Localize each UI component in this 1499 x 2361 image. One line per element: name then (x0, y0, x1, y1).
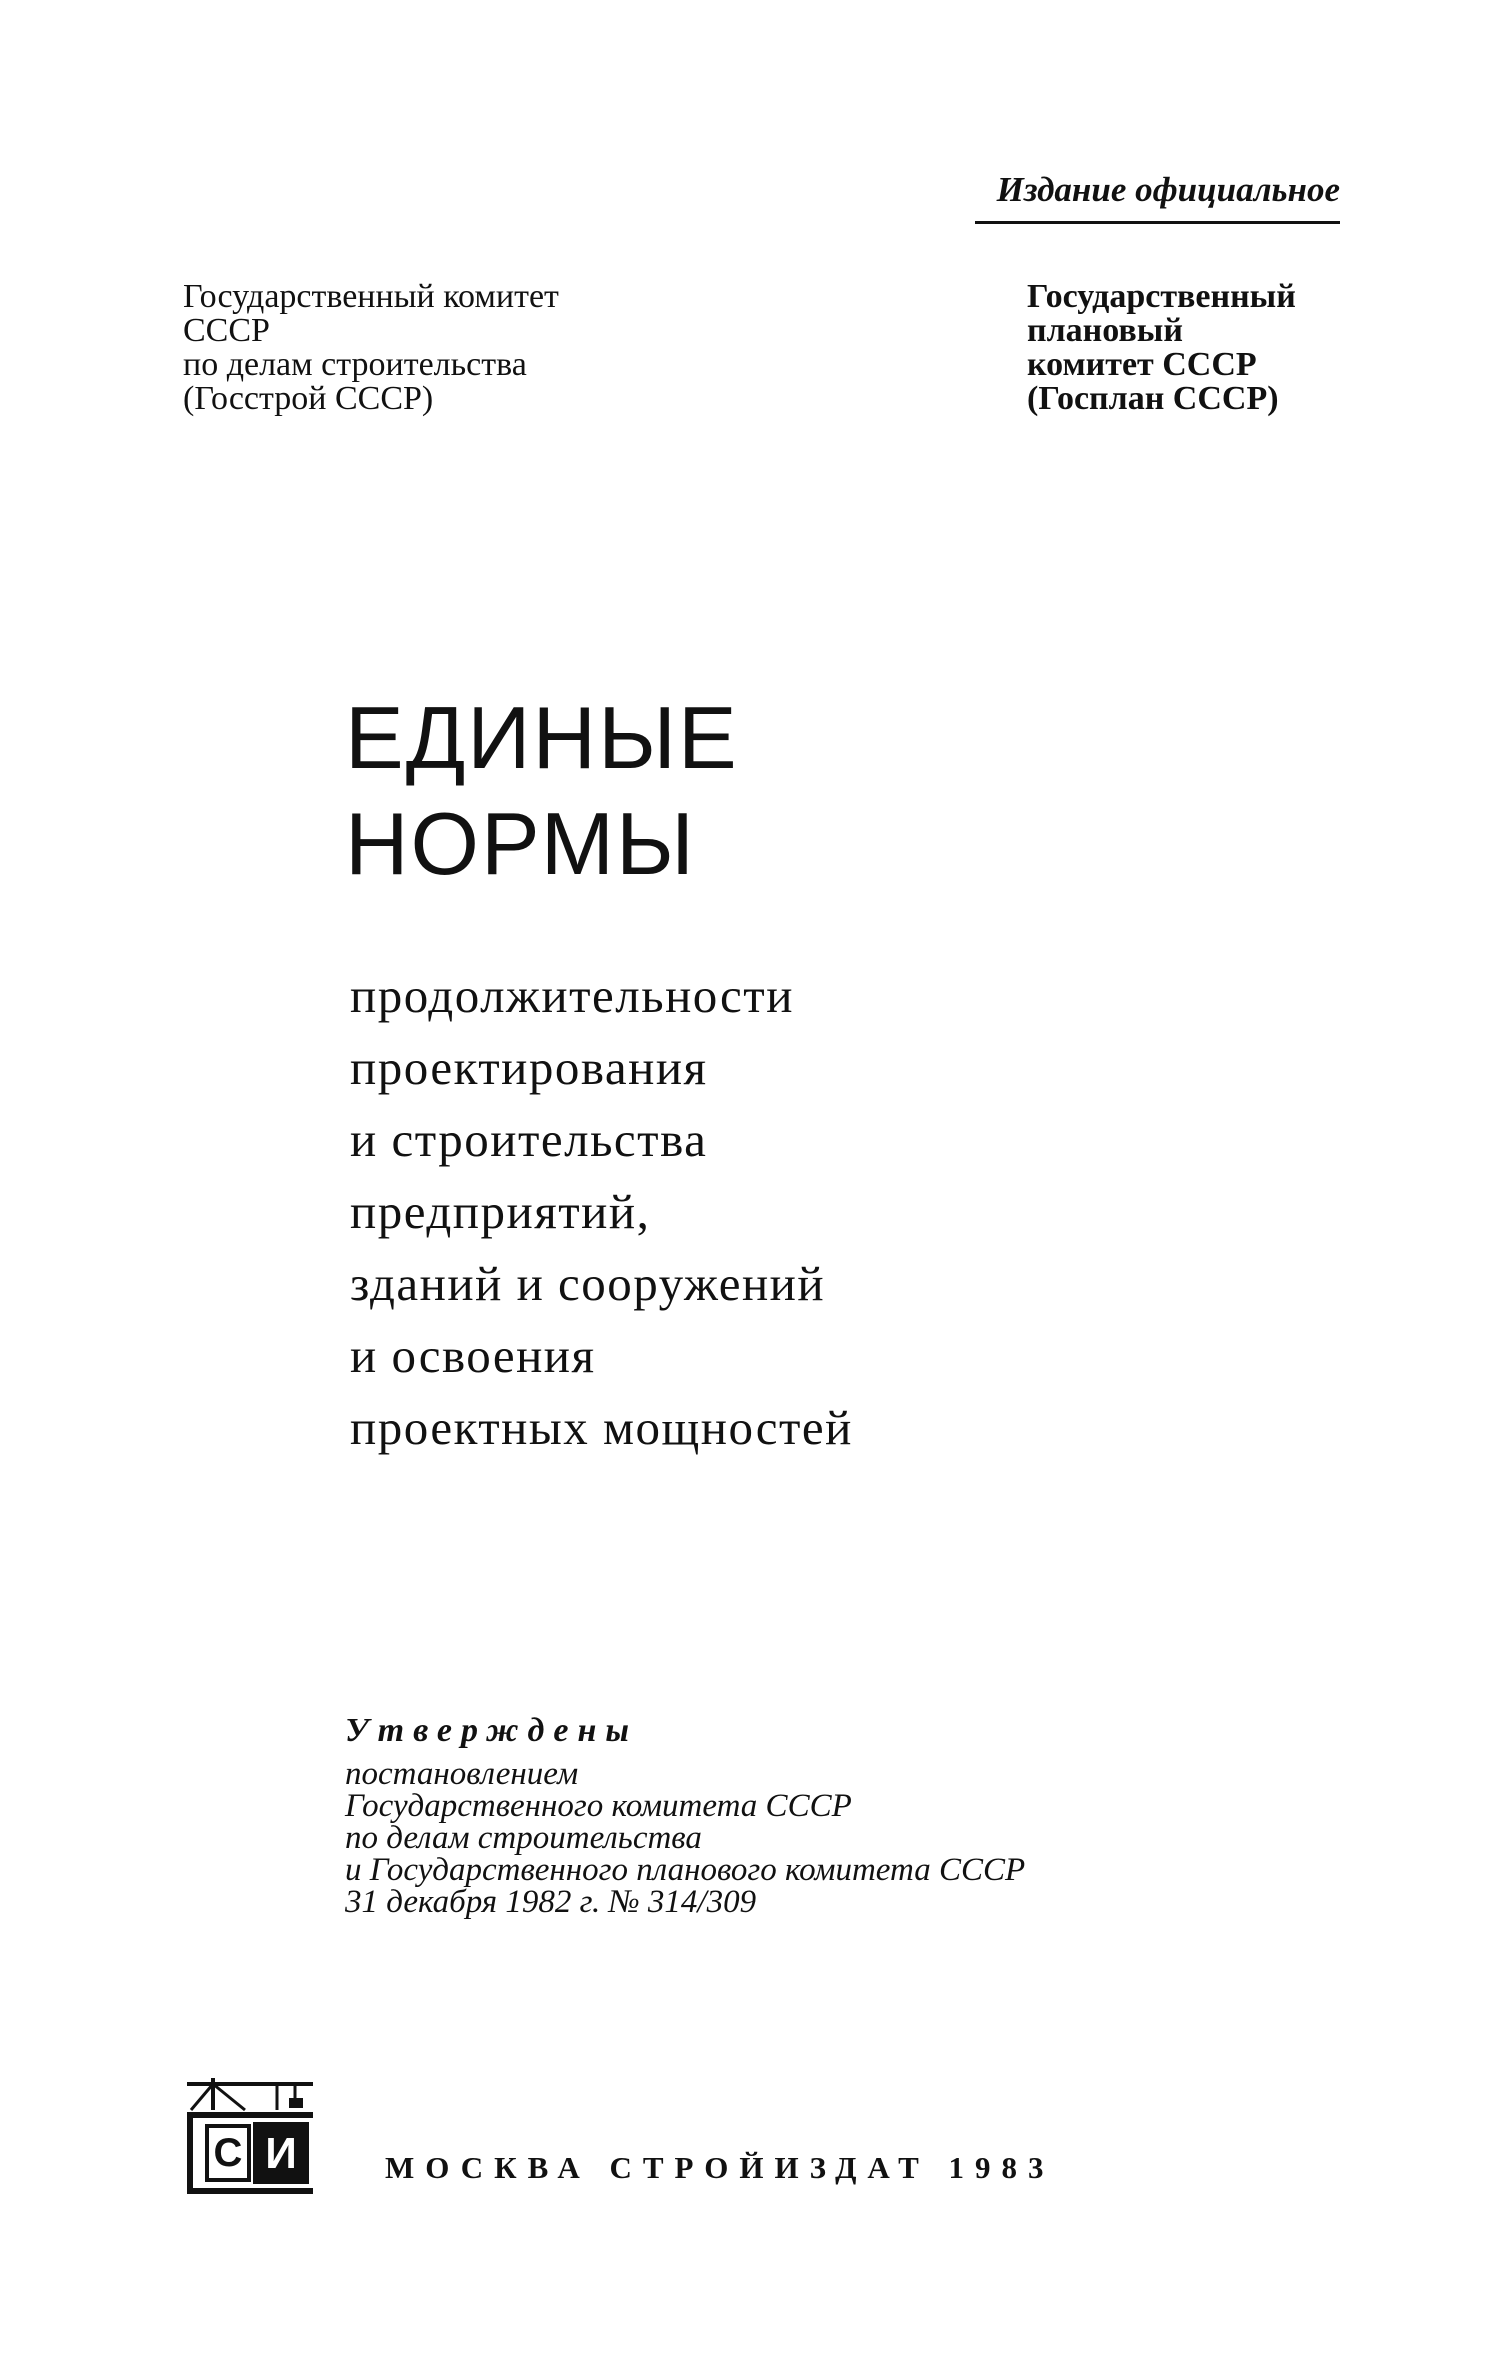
approval-text: постановлением Государственного комитета СССР по делам строительства и Государственного планового комитета СССР 31 декабря 1982 г. № 314/309 (345, 1756, 1026, 1920)
publisher-imprint: МОСКВА СТРОЙИЗДАТ 1983 (385, 2150, 1055, 2185)
logo-letter-i: И (265, 2129, 297, 2178)
edition-note: Издание официальное (996, 170, 1340, 209)
approval-label: Утверждены (345, 1712, 638, 1749)
issuer-gosplan: Государственный плановый комитет СССР (Госплан СССР) (1027, 278, 1296, 417)
logo-letter-s: С (213, 2131, 243, 2175)
document-subtitle: продолжительности проектирования и строительства предприятий, зданий и сооружений и освоения проектных мощностей (350, 968, 853, 1455)
document-title: ЕДИНЫЕ НОРМЫ (345, 688, 739, 893)
issuer-gosstroy: Государственный комитет СССР по делам строительства (Госстрой СССР) (183, 278, 559, 417)
stroyizdat-logo-icon (185, 2070, 315, 2195)
edition-underline (975, 221, 1340, 224)
